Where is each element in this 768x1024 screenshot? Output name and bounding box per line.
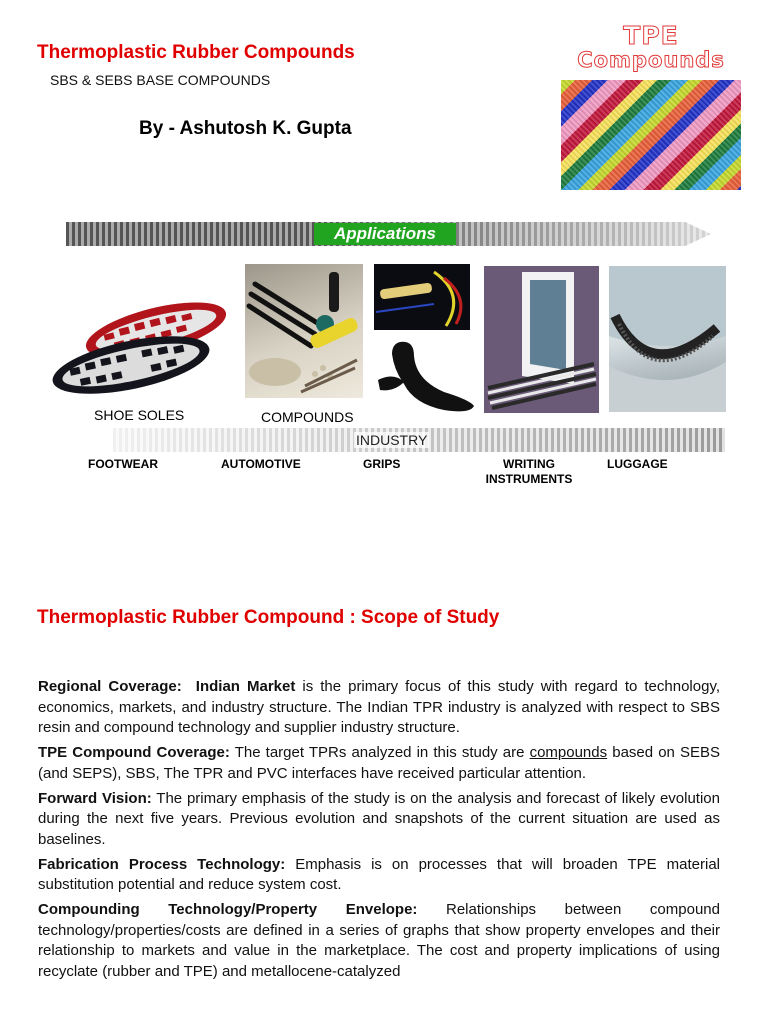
colored-rubber-strips-image [561,80,741,190]
document-title: Thermoplastic Rubber Compounds [37,42,355,63]
compounds-caption: COMPOUNDS [261,409,354,425]
industry-writing-instruments [480,457,578,487]
compounds-image [245,264,363,398]
industry-label: INDUSTRY [356,432,428,448]
tpe-compound-text-b: based on SEBS (and SEPS), SBS, The TPR and PVC interfaces have received particular attention. [38,744,721,782]
scope-section-title: Thermoplastic Rubber Compound : Scope of Study [37,607,500,628]
shoe-soles-caption: SHOE SOLES [94,407,185,423]
grips-image [374,264,470,330]
indian-market-emphasis: Indian Market [195,678,296,695]
car-wiper-image [609,266,726,412]
logo-line-1: TPE [623,21,679,50]
tpe-compounds-logo [560,21,742,72]
paragraph-fabrication-process [38,855,720,896]
scope-body [38,677,720,987]
paragraph-regional-coverage [38,677,720,739]
window-profile-image [484,266,599,413]
grip-handle-image [374,336,478,416]
fabrication-process-label: Fabrication Process Technology: [38,855,286,873]
industry-luggage: LUGGAGE [607,457,668,471]
forward-vision-text: The primary emphasis of the study is on the analysis and forecast of likely evolution during the next five years. Previous evolution and snapshots of the current situation are used as baselines. [38,789,720,848]
paragraph-compounding-technology [38,900,720,982]
industry-footwear: FOOTWEAR [88,457,158,471]
compounding-technology-label: Compounding Technology/Property Envelope: [38,901,418,918]
tpe-compound-coverage-label: TPE Compound Coverage: [38,744,230,761]
industry-writing-line-2: INSTRUMENTS [485,472,573,486]
paragraph-tpe-compound-coverage [38,743,720,784]
shoe-soles-image [46,290,232,400]
industry-writing-line-1: WRITING [503,457,555,471]
compounding-technology-text: Relationships between compound technology/properties/costs are defined in a series of graphs that show property envelopes and their relationship to markets and value in the marketplace. The cost and property implications of using recyclate (rubber and TPE) and metallocene-catalyzed [38,901,720,980]
paragraph-forward-vision [38,789,720,851]
logo-line-2: Compounds [577,48,725,72]
industry-grips: GRIPS [363,457,401,471]
compounds-underlined: compounds [529,744,608,761]
tpe-compound-text-a: The target TPRs analyzed in this study are [229,744,530,761]
applications-label: Applications [314,223,456,245]
regional-coverage-label: Regional Coverage: [38,678,182,695]
industry-automotive: AUTOMOTIVE [221,457,301,471]
regional-coverage-text: is the primary focus of this study with regard to technology, economics, markets, and industry structure. The Indian TPR industry is analyzed with respect to SBS resin and compound technology and supplier industry structure. [38,678,720,736]
author-byline: By - Ashutosh K. Gupta [139,118,352,139]
forward-vision-label: Forward Vision: [38,789,152,807]
document-subtitle: SBS & SEBS BASE COMPOUNDS [50,72,271,88]
fabrication-process-text: Emphasis is on processes that will broaden TPE material substitution potential and reduce system cost. [38,855,720,893]
